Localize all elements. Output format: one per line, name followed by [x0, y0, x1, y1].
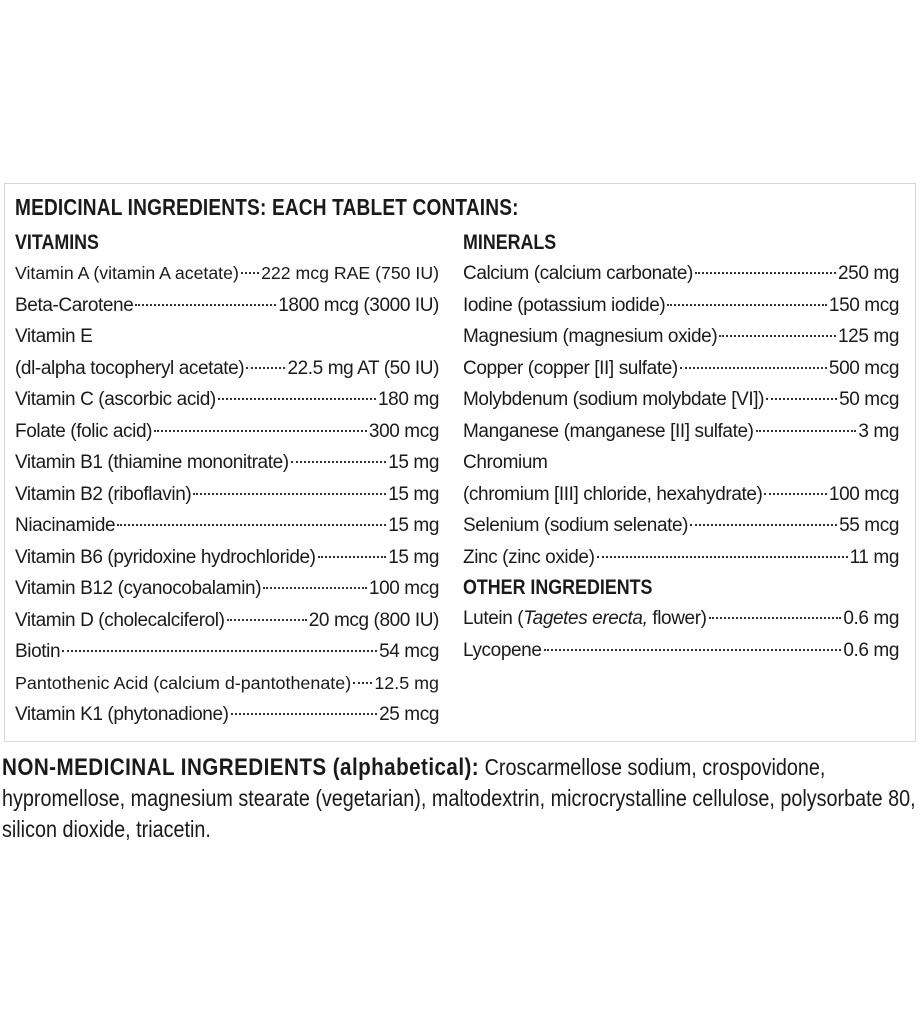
ingredient-amount: 125 mg: [838, 326, 899, 347]
ingredient-amount: 250 mg: [838, 263, 899, 284]
dot-leader: [597, 556, 848, 558]
ingredient-row: [15, 668, 439, 700]
ingredient-amount: 100 mcg: [828, 483, 899, 505]
ingredient-row: [15, 510, 439, 542]
ingredient-name: Magnesium (magnesium oxide): [463, 326, 718, 347]
dot-leader: [193, 493, 386, 495]
dot-leader: [291, 461, 386, 463]
dot-leader: [667, 304, 827, 306]
ingredient-row-lutein: [463, 603, 899, 635]
dot-leader: [756, 430, 857, 432]
other-ingredients-heading: OTHER INGREDIENTS: [463, 576, 653, 599]
minerals-list: [463, 258, 899, 573]
dot-leader: [218, 398, 376, 400]
ingredient-row: [463, 542, 899, 574]
ingredient-name: Vitamin D (cholecalciferol): [15, 609, 225, 631]
dot-leader: [246, 367, 285, 369]
dot-leader: [62, 650, 377, 652]
ingredient-row: [463, 384, 899, 416]
minerals-column: [463, 228, 899, 666]
dot-leader: [231, 713, 378, 715]
ingredient-name: Manganese (manganese [II] sulfate): [463, 420, 754, 442]
ingredient-name: Vitamin B6 (pyridoxine hydrochloride): [15, 546, 316, 568]
ingredient-row: [15, 699, 439, 731]
ingredient-amount: 22.5 mg AT (50 IU): [287, 357, 439, 379]
dot-leader: [709, 617, 842, 619]
ingredient-row: [463, 258, 899, 290]
dot-leader: [353, 682, 372, 684]
dot-leader: [263, 587, 367, 589]
ingredient-row: [15, 479, 439, 511]
ingredient-amount: 15 mg: [388, 452, 439, 473]
ingredient-row: [15, 447, 439, 479]
ingredient-row: [463, 479, 899, 511]
ingredient-name: Iodine (potassium iodide): [463, 294, 666, 316]
ingredient-amount: 15 mg: [388, 546, 439, 568]
ingredient-amount: 15 mg: [388, 515, 439, 536]
ingredient-row: [15, 321, 439, 353]
dot-leader: [544, 649, 842, 651]
ingredient-amount: 0.6 mg: [843, 639, 899, 661]
ingredient-name: Vitamin C (ascorbic acid): [15, 389, 216, 410]
ingredient-amount: 150 mcg: [828, 294, 899, 316]
ingredient-name: Lycopene: [463, 639, 542, 661]
ingredient-row: [15, 416, 439, 448]
ingredient-amount: 180 mg: [378, 389, 439, 410]
non-medicinal-ingredients: [2, 752, 920, 845]
ingredient-row: [15, 636, 439, 668]
ingredient-amount: 222 mcg RAE (750 IU): [261, 263, 439, 283]
ingredient-name: (chromium [III] chloride, hexahydrate): [463, 483, 763, 505]
dot-leader: [766, 398, 837, 400]
ingredient-amount: 55 mcg: [839, 515, 899, 536]
ingredient-row: [463, 447, 899, 479]
ingredient-amount: 300 mcg: [368, 420, 439, 442]
ingredient-amount: 20 mcg (800 IU): [308, 609, 439, 631]
ingredient-amount: 15 mg: [388, 483, 439, 505]
ingredient-name: Chromium: [463, 452, 548, 473]
ingredient-amount: 1800 mcg (3000 IU): [278, 294, 439, 316]
ingredient-name: Copper (copper [II] sulfate): [463, 357, 678, 379]
ingredient-name: Vitamin B1 (thiamine mononitrate): [15, 452, 289, 473]
ingredient-name: Beta-Carotene: [15, 294, 134, 316]
ingredient-name: Vitamin E: [15, 326, 93, 347]
ingredient-amount: 0.6 mg: [843, 608, 899, 629]
ingredient-row-lycopene: [463, 635, 899, 667]
ingredient-name: Biotin: [15, 641, 61, 662]
panel-title: MEDICINAL INGREDIENTS: EACH TABLET CONTAINS:: [15, 194, 519, 220]
dot-leader: [695, 272, 836, 274]
dot-leader: [318, 556, 387, 558]
dot-leader: [227, 619, 307, 621]
dot-leader: [135, 304, 276, 306]
ingredient-amount: 25 mcg: [379, 704, 439, 725]
ingredient-amount: 12.5 mg: [374, 672, 439, 693]
ingredient-amount: 3 mg: [858, 420, 899, 442]
non-medicinal-label: NON-MEDICINAL INGREDIENTS (alphabetical):: [2, 754, 480, 781]
ingredient-row: [15, 353, 439, 385]
dot-leader: [154, 430, 367, 432]
dot-leader: [117, 524, 386, 526]
dot-leader: [719, 335, 836, 337]
dot-leader: [680, 367, 827, 369]
ingredient-name: Lutein (Tagetes erecta, flower): [463, 608, 707, 629]
ingredient-row: [15, 573, 439, 605]
dot-leader: [690, 524, 837, 526]
ingredient-name: Vitamin B2 (riboflavin): [15, 483, 192, 505]
ingredient-row: [463, 510, 899, 542]
dot-leader: [241, 272, 259, 274]
vitamins-heading: VITAMINS: [15, 231, 99, 254]
ingredient-name: Vitamin B12 (cyanocobalamin): [15, 578, 262, 599]
ingredient-name: Folate (folic acid): [15, 420, 153, 442]
ingredient-row: [463, 353, 899, 385]
ingredient-row: [15, 384, 439, 416]
non-medicinal-text: Croscarmellose sodium, crospovidone, hypromellose, magnesium stearate (vegetarian), maltodextrin, microcrystalline cellulose, polysorbate 80, silicon dioxide, triacetin.: [2, 754, 916, 842]
ingredient-amount: 100 mcg: [368, 578, 439, 599]
minerals-heading: MINERALS: [463, 231, 557, 254]
ingredient-amount: 54 mcg: [379, 641, 439, 662]
ingredient-row: [15, 290, 439, 322]
ingredient-name: (dl-alpha tocopheryl acetate): [15, 357, 245, 379]
ingredient-row: [15, 605, 439, 637]
dot-leader: [764, 493, 826, 495]
ingredient-name: Vitamin K1 (phytonadione): [15, 704, 229, 725]
ingredient-name: Selenium (sodium selenate): [463, 515, 689, 536]
ingredient-amount: 50 mcg: [839, 389, 899, 410]
ingredient-name: Molybdenum (sodium molybdate [VI]): [463, 389, 765, 410]
vitamins-list: [15, 258, 439, 731]
ingredient-row: [463, 416, 899, 448]
ingredient-row: [463, 290, 899, 322]
ingredient-name: Pantothenic Acid (calcium d-pantothenate): [15, 672, 352, 693]
ingredient-amount: 500 mcg: [828, 357, 899, 379]
vitamins-column: [15, 228, 439, 731]
ingredient-name: Zinc (zinc oxide): [463, 546, 595, 568]
ingredient-row: [15, 542, 439, 574]
ingredient-row: [463, 321, 899, 353]
ingredient-name: Niacinamide: [15, 515, 116, 536]
ingredient-amount: 11 mg: [849, 546, 899, 568]
ingredient-row: [15, 258, 439, 290]
ingredient-name: Vitamin A (vitamin A acetate): [15, 263, 239, 283]
medicinal-ingredients-panel: [4, 183, 916, 742]
ingredient-name: Calcium (calcium carbonate): [463, 263, 693, 284]
